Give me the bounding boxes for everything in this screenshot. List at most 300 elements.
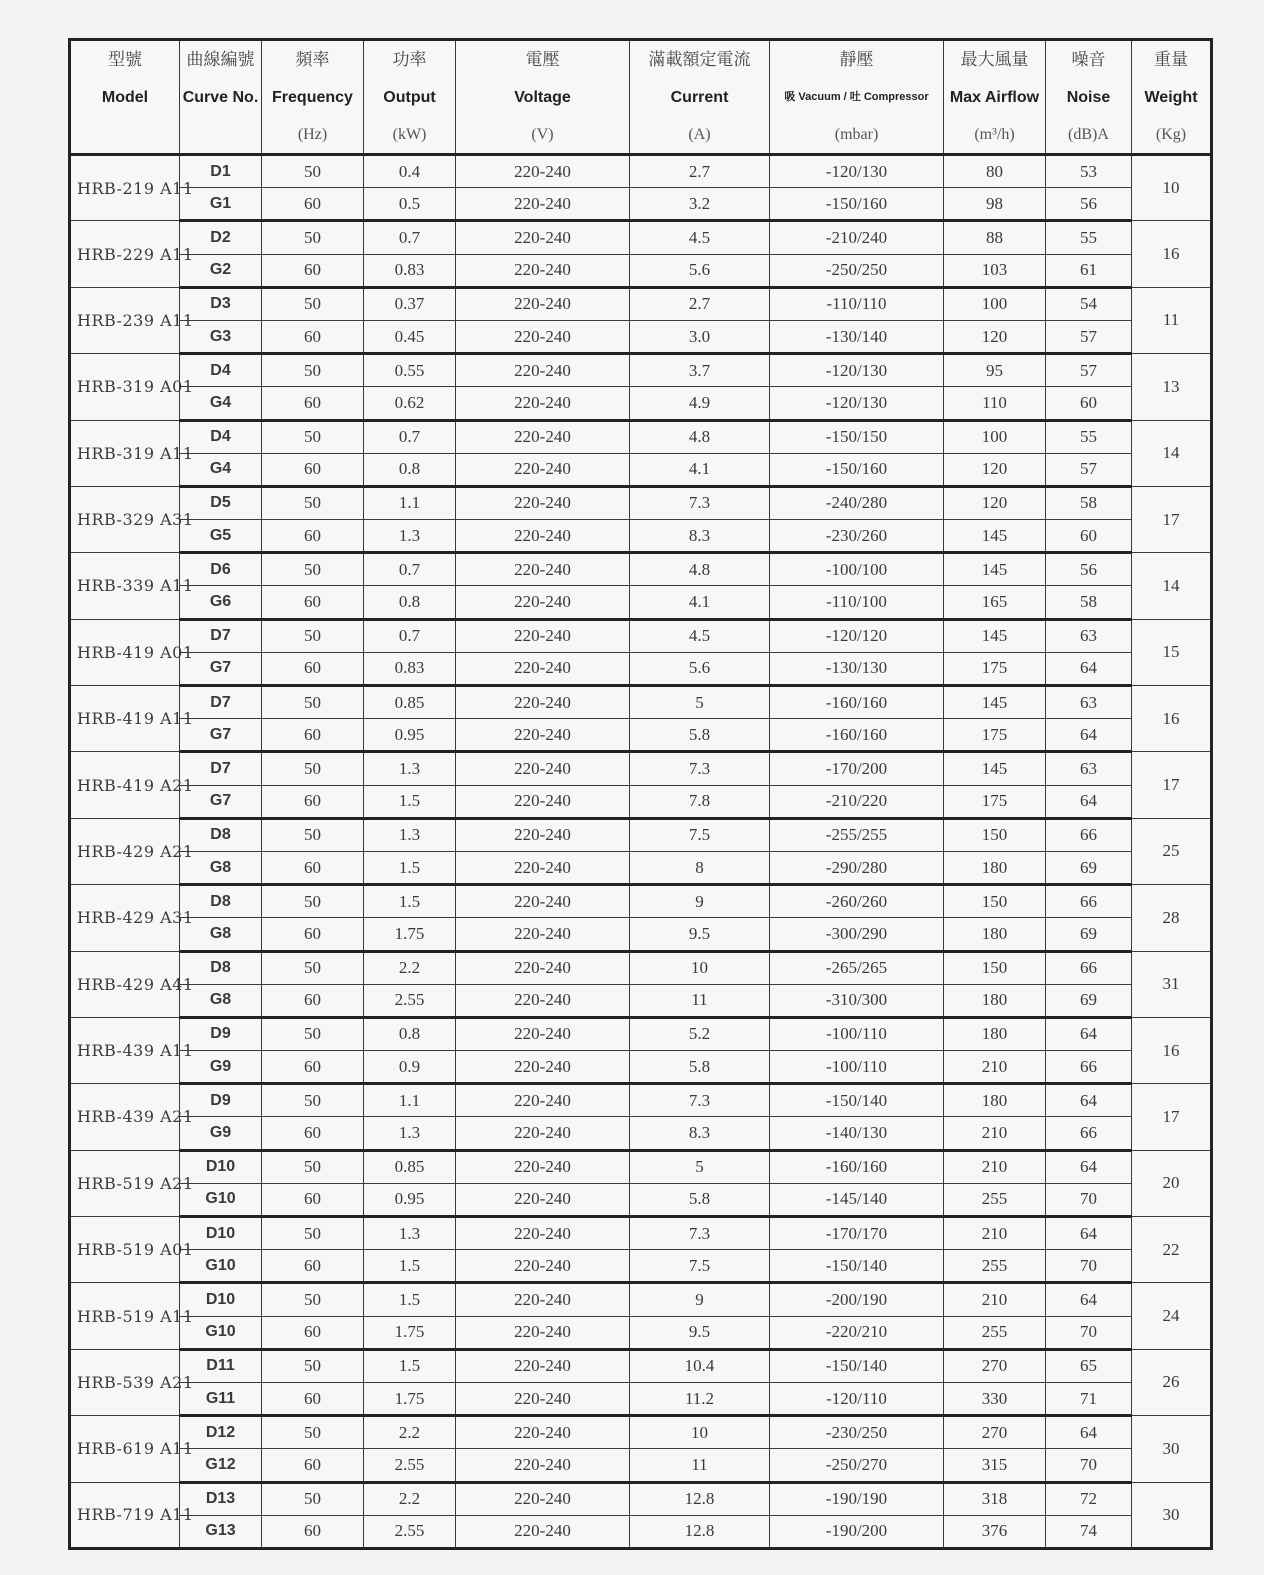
airflow-cell: 165 bbox=[944, 586, 1046, 619]
freq-cell: 60 bbox=[262, 1316, 364, 1349]
current-cell: 5.2 bbox=[630, 1017, 770, 1050]
curve-cell: G9 bbox=[180, 1117, 262, 1150]
noise-cell: 74 bbox=[1046, 1515, 1132, 1548]
freq-cell: 50 bbox=[262, 951, 364, 984]
voltage-cell: 220-240 bbox=[456, 1084, 630, 1117]
table-row bbox=[70, 984, 1212, 1017]
output-cell: 2.2 bbox=[364, 951, 456, 984]
current-cell: 3.2 bbox=[630, 188, 770, 221]
output-cell: 0.83 bbox=[364, 652, 456, 685]
current-cell: 7.8 bbox=[630, 785, 770, 818]
weight-cell: 24 bbox=[1132, 1283, 1212, 1349]
table-row bbox=[70, 254, 1212, 287]
model-cell: HRB-319 A11 bbox=[70, 420, 180, 486]
curve-cell: D4 bbox=[180, 420, 262, 453]
curve-cell: G10 bbox=[180, 1316, 262, 1349]
weight-cell: 11 bbox=[1132, 287, 1212, 353]
header-weight-zh: 重量 bbox=[1154, 49, 1188, 70]
curve-cell: D10 bbox=[180, 1217, 262, 1250]
freq-cell: 60 bbox=[262, 387, 364, 420]
header-frequency-zh: 頻率 bbox=[295, 49, 330, 70]
voltage-cell: 220-240 bbox=[456, 951, 630, 984]
noise-cell: 56 bbox=[1046, 188, 1132, 221]
table-row bbox=[70, 1283, 1212, 1316]
pressure-cell: -150/150 bbox=[770, 420, 944, 453]
table-row bbox=[70, 221, 1212, 254]
table-row bbox=[70, 553, 1212, 586]
header-frequency-unit: (Hz) bbox=[297, 125, 328, 143]
current-cell: 9.5 bbox=[630, 918, 770, 951]
current-cell: 9 bbox=[630, 1283, 770, 1316]
pressure-cell: -160/160 bbox=[770, 686, 944, 719]
table-row bbox=[70, 918, 1212, 951]
curve-cell: D7 bbox=[180, 686, 262, 719]
voltage-cell: 220-240 bbox=[456, 453, 630, 486]
table-row bbox=[70, 719, 1212, 752]
model-cell: HRB-219 A11 bbox=[70, 155, 180, 221]
output-cell: 1.5 bbox=[364, 1250, 456, 1283]
voltage-cell: 220-240 bbox=[456, 1017, 630, 1050]
voltage-cell: 220-240 bbox=[456, 984, 630, 1017]
pressure-cell: -110/100 bbox=[770, 586, 944, 619]
current-cell: 7.3 bbox=[630, 1084, 770, 1117]
freq-cell: 60 bbox=[262, 652, 364, 685]
freq-cell: 50 bbox=[262, 619, 364, 652]
freq-cell: 60 bbox=[262, 918, 364, 951]
airflow-cell: 210 bbox=[944, 1051, 1046, 1084]
output-cell: 1.3 bbox=[364, 1117, 456, 1150]
airflow-cell: 145 bbox=[944, 553, 1046, 586]
airflow-cell: 150 bbox=[944, 885, 1046, 918]
airflow-cell: 210 bbox=[944, 1217, 1046, 1250]
current-cell: 12.8 bbox=[630, 1515, 770, 1548]
model-cell: HRB-719 A11 bbox=[70, 1482, 180, 1548]
freq-cell: 60 bbox=[262, 320, 364, 353]
current-cell: 2.7 bbox=[630, 287, 770, 320]
freq-cell: 60 bbox=[262, 984, 364, 1017]
output-cell: 1.75 bbox=[364, 918, 456, 951]
pressure-cell: -150/160 bbox=[770, 453, 944, 486]
weight-cell: 20 bbox=[1132, 1150, 1212, 1216]
pressure-cell: -250/270 bbox=[770, 1449, 944, 1482]
noise-cell: 64 bbox=[1046, 785, 1132, 818]
noise-cell: 70 bbox=[1046, 1316, 1132, 1349]
table-row bbox=[70, 752, 1212, 785]
noise-cell: 72 bbox=[1046, 1482, 1132, 1515]
current-cell: 4.8 bbox=[630, 553, 770, 586]
output-cell: 0.8 bbox=[364, 1017, 456, 1050]
airflow-cell: 120 bbox=[944, 320, 1046, 353]
weight-cell: 25 bbox=[1132, 818, 1212, 884]
airflow-cell: 315 bbox=[944, 1449, 1046, 1482]
current-cell: 4.1 bbox=[630, 453, 770, 486]
output-cell: 1.5 bbox=[364, 851, 456, 884]
current-cell: 7.3 bbox=[630, 1217, 770, 1250]
weight-cell: 14 bbox=[1132, 420, 1212, 486]
curve-cell: G4 bbox=[180, 387, 262, 420]
table-row bbox=[70, 1017, 1212, 1050]
table-row bbox=[70, 1183, 1212, 1216]
table-row bbox=[70, 1117, 1212, 1150]
freq-cell: 60 bbox=[262, 1183, 364, 1216]
table-row bbox=[70, 486, 1212, 519]
freq-cell: 50 bbox=[262, 885, 364, 918]
output-cell: 0.5 bbox=[364, 188, 456, 221]
curve-cell: G3 bbox=[180, 320, 262, 353]
model-cell: HRB-539 A21 bbox=[70, 1349, 180, 1415]
model-cell: HRB-329 A31 bbox=[70, 486, 180, 552]
model-cell: HRB-439 A21 bbox=[70, 1084, 180, 1150]
current-cell: 4.5 bbox=[630, 221, 770, 254]
header-voltage bbox=[456, 40, 630, 155]
airflow-cell: 255 bbox=[944, 1183, 1046, 1216]
voltage-cell: 220-240 bbox=[456, 1449, 630, 1482]
noise-cell: 69 bbox=[1046, 984, 1132, 1017]
pressure-cell: -145/140 bbox=[770, 1183, 944, 1216]
table-body bbox=[70, 155, 1212, 1549]
curve-cell: D13 bbox=[180, 1482, 262, 1515]
voltage-cell: 220-240 bbox=[456, 1482, 630, 1515]
airflow-cell: 100 bbox=[944, 287, 1046, 320]
curve-cell: D2 bbox=[180, 221, 262, 254]
freq-cell: 50 bbox=[262, 155, 364, 188]
airflow-cell: 145 bbox=[944, 686, 1046, 719]
table-row bbox=[70, 619, 1212, 652]
noise-cell: 54 bbox=[1046, 287, 1132, 320]
airflow-cell: 330 bbox=[944, 1382, 1046, 1415]
noise-cell: 55 bbox=[1046, 221, 1132, 254]
voltage-cell: 220-240 bbox=[456, 520, 630, 553]
noise-cell: 57 bbox=[1046, 354, 1132, 387]
curve-cell: G10 bbox=[180, 1183, 262, 1216]
pressure-cell: -120/130 bbox=[770, 354, 944, 387]
curve-cell: D1 bbox=[180, 155, 262, 188]
model-cell: HRB-519 A21 bbox=[70, 1150, 180, 1216]
curve-cell: G13 bbox=[180, 1515, 262, 1548]
table-row bbox=[70, 1316, 1212, 1349]
noise-cell: 66 bbox=[1046, 1117, 1132, 1150]
spec-table bbox=[68, 38, 1213, 1550]
curve-cell: G7 bbox=[180, 652, 262, 685]
output-cell: 0.7 bbox=[364, 553, 456, 586]
airflow-cell: 175 bbox=[944, 785, 1046, 818]
airflow-cell: 376 bbox=[944, 1515, 1046, 1548]
output-cell: 0.83 bbox=[364, 254, 456, 287]
weight-cell: 13 bbox=[1132, 354, 1212, 420]
pressure-cell: -160/160 bbox=[770, 1150, 944, 1183]
curve-cell: D8 bbox=[180, 951, 262, 984]
freq-cell: 50 bbox=[262, 752, 364, 785]
output-cell: 1.3 bbox=[364, 520, 456, 553]
current-cell: 4.1 bbox=[630, 586, 770, 619]
airflow-cell: 120 bbox=[944, 453, 1046, 486]
freq-cell: 60 bbox=[262, 1449, 364, 1482]
pressure-cell: -210/220 bbox=[770, 785, 944, 818]
output-cell: 0.9 bbox=[364, 1051, 456, 1084]
freq-cell: 50 bbox=[262, 1217, 364, 1250]
curve-cell: G7 bbox=[180, 785, 262, 818]
voltage-cell: 220-240 bbox=[456, 1183, 630, 1216]
noise-cell: 63 bbox=[1046, 752, 1132, 785]
pressure-cell: -265/265 bbox=[770, 951, 944, 984]
freq-cell: 60 bbox=[262, 188, 364, 221]
output-cell: 0.85 bbox=[364, 686, 456, 719]
freq-cell: 50 bbox=[262, 420, 364, 453]
pressure-cell: -100/110 bbox=[770, 1017, 944, 1050]
model-cell: HRB-239 A11 bbox=[70, 287, 180, 353]
freq-cell: 50 bbox=[262, 553, 364, 586]
weight-cell: 26 bbox=[1132, 1349, 1212, 1415]
header-noise bbox=[1046, 40, 1132, 155]
table-row bbox=[70, 1515, 1212, 1548]
freq-cell: 50 bbox=[262, 486, 364, 519]
freq-cell: 50 bbox=[262, 1150, 364, 1183]
output-cell: 1.5 bbox=[364, 1283, 456, 1316]
weight-cell: 28 bbox=[1132, 885, 1212, 951]
noise-cell: 61 bbox=[1046, 254, 1132, 287]
output-cell: 0.55 bbox=[364, 354, 456, 387]
output-cell: 0.7 bbox=[364, 619, 456, 652]
airflow-cell: 210 bbox=[944, 1117, 1046, 1150]
freq-cell: 50 bbox=[262, 1349, 364, 1382]
output-cell: 0.95 bbox=[364, 719, 456, 752]
curve-cell: D5 bbox=[180, 486, 262, 519]
voltage-cell: 220-240 bbox=[456, 686, 630, 719]
current-cell: 11 bbox=[630, 984, 770, 1017]
noise-cell: 63 bbox=[1046, 619, 1132, 652]
noise-cell: 60 bbox=[1046, 520, 1132, 553]
pressure-cell: -110/110 bbox=[770, 287, 944, 320]
curve-cell: G8 bbox=[180, 984, 262, 1017]
weight-cell: 16 bbox=[1132, 1017, 1212, 1083]
current-cell: 11.2 bbox=[630, 1382, 770, 1415]
pressure-cell: -130/140 bbox=[770, 320, 944, 353]
noise-cell: 60 bbox=[1046, 387, 1132, 420]
freq-cell: 60 bbox=[262, 1117, 364, 1150]
output-cell: 2.2 bbox=[364, 1416, 456, 1449]
weight-cell: 30 bbox=[1132, 1416, 1212, 1482]
airflow-cell: 255 bbox=[944, 1250, 1046, 1283]
header-current-unit: (A) bbox=[688, 125, 711, 143]
output-cell: 1.3 bbox=[364, 1217, 456, 1250]
curve-cell: G7 bbox=[180, 719, 262, 752]
noise-cell: 64 bbox=[1046, 1416, 1132, 1449]
pressure-cell: -130/130 bbox=[770, 652, 944, 685]
pressure-cell: -240/280 bbox=[770, 486, 944, 519]
noise-cell: 64 bbox=[1046, 1150, 1132, 1183]
pressure-cell: -140/130 bbox=[770, 1117, 944, 1150]
model-cell: HRB-429 A21 bbox=[70, 818, 180, 884]
header-weight-unit: (Kg) bbox=[1155, 125, 1187, 143]
current-cell: 3.0 bbox=[630, 320, 770, 353]
pressure-cell: -230/250 bbox=[770, 1416, 944, 1449]
voltage-cell: 220-240 bbox=[456, 1117, 630, 1150]
voltage-cell: 220-240 bbox=[456, 719, 630, 752]
output-cell: 0.45 bbox=[364, 320, 456, 353]
airflow-cell: 110 bbox=[944, 387, 1046, 420]
current-cell: 8.3 bbox=[630, 520, 770, 553]
curve-cell: D3 bbox=[180, 287, 262, 320]
output-cell: 1.1 bbox=[364, 486, 456, 519]
airflow-cell: 210 bbox=[944, 1150, 1046, 1183]
voltage-cell: 220-240 bbox=[456, 320, 630, 353]
current-cell: 5 bbox=[630, 1150, 770, 1183]
table-row bbox=[70, 851, 1212, 884]
table-row bbox=[70, 1084, 1212, 1117]
table-row bbox=[70, 1349, 1212, 1382]
weight-cell: 22 bbox=[1132, 1217, 1212, 1283]
freq-cell: 60 bbox=[262, 1250, 364, 1283]
curve-cell: D10 bbox=[180, 1150, 262, 1183]
output-cell: 1.5 bbox=[364, 885, 456, 918]
header-static-pressure-unit: (mbar) bbox=[834, 125, 879, 143]
freq-cell: 60 bbox=[262, 719, 364, 752]
output-cell: 1.5 bbox=[364, 785, 456, 818]
current-cell: 4.5 bbox=[630, 619, 770, 652]
freq-cell: 60 bbox=[262, 453, 364, 486]
pressure-cell: -260/260 bbox=[770, 885, 944, 918]
header-weight bbox=[1132, 40, 1212, 155]
output-cell: 2.55 bbox=[364, 1449, 456, 1482]
current-cell: 11 bbox=[630, 1449, 770, 1482]
header-voltage-unit: (V) bbox=[531, 125, 554, 143]
pressure-cell: -200/190 bbox=[770, 1283, 944, 1316]
header-noise-unit: (dB)A bbox=[1068, 125, 1109, 143]
voltage-cell: 220-240 bbox=[456, 818, 630, 851]
noise-cell: 69 bbox=[1046, 918, 1132, 951]
freq-cell: 60 bbox=[262, 520, 364, 553]
voltage-cell: 220-240 bbox=[456, 1283, 630, 1316]
airflow-cell: 150 bbox=[944, 818, 1046, 851]
airflow-cell: 103 bbox=[944, 254, 1046, 287]
voltage-cell: 220-240 bbox=[456, 188, 630, 221]
pressure-cell: -100/100 bbox=[770, 553, 944, 586]
table-row bbox=[70, 652, 1212, 685]
model-cell: HRB-319 A01 bbox=[70, 354, 180, 420]
curve-cell: D6 bbox=[180, 553, 262, 586]
table-row bbox=[70, 1250, 1212, 1283]
current-cell: 5.6 bbox=[630, 254, 770, 287]
model-cell: HRB-619 A11 bbox=[70, 1416, 180, 1482]
table-row bbox=[70, 188, 1212, 221]
noise-cell: 57 bbox=[1046, 453, 1132, 486]
table-row bbox=[70, 453, 1212, 486]
freq-cell: 50 bbox=[262, 221, 364, 254]
table-row bbox=[70, 1416, 1212, 1449]
current-cell: 5.8 bbox=[630, 1183, 770, 1216]
curve-cell: D8 bbox=[180, 818, 262, 851]
voltage-cell: 220-240 bbox=[456, 254, 630, 287]
current-cell: 9.5 bbox=[630, 1316, 770, 1349]
curve-cell: G8 bbox=[180, 851, 262, 884]
header-model bbox=[70, 40, 180, 155]
freq-cell: 50 bbox=[262, 1017, 364, 1050]
table-row bbox=[70, 686, 1212, 719]
voltage-cell: 220-240 bbox=[456, 553, 630, 586]
weight-cell: 17 bbox=[1132, 1084, 1212, 1150]
weight-cell: 30 bbox=[1132, 1482, 1212, 1548]
model-cell: HRB-419 A01 bbox=[70, 619, 180, 685]
voltage-cell: 220-240 bbox=[456, 752, 630, 785]
freq-cell: 50 bbox=[262, 354, 364, 387]
freq-cell: 50 bbox=[262, 686, 364, 719]
freq-cell: 50 bbox=[262, 1283, 364, 1316]
voltage-cell: 220-240 bbox=[456, 221, 630, 254]
weight-cell: 14 bbox=[1132, 553, 1212, 619]
airflow-cell: 180 bbox=[944, 851, 1046, 884]
output-cell: 0.95 bbox=[364, 1183, 456, 1216]
output-cell: 1.3 bbox=[364, 818, 456, 851]
output-cell: 2.55 bbox=[364, 1515, 456, 1548]
voltage-cell: 220-240 bbox=[456, 918, 630, 951]
model-cell: HRB-339 A11 bbox=[70, 553, 180, 619]
curve-cell: G8 bbox=[180, 918, 262, 951]
curve-cell: D10 bbox=[180, 1283, 262, 1316]
freq-cell: 60 bbox=[262, 1382, 364, 1415]
voltage-cell: 220-240 bbox=[456, 287, 630, 320]
model-cell: HRB-439 A11 bbox=[70, 1017, 180, 1083]
pressure-cell: -120/130 bbox=[770, 155, 944, 188]
current-cell: 7.5 bbox=[630, 818, 770, 851]
table-row bbox=[70, 1217, 1212, 1250]
voltage-cell: 220-240 bbox=[456, 1217, 630, 1250]
airflow-cell: 318 bbox=[944, 1482, 1046, 1515]
voltage-cell: 220-240 bbox=[456, 1316, 630, 1349]
freq-cell: 60 bbox=[262, 1515, 364, 1548]
table-row bbox=[70, 885, 1212, 918]
header-row bbox=[70, 40, 1212, 155]
weight-cell: 10 bbox=[1132, 155, 1212, 221]
noise-cell: 57 bbox=[1046, 320, 1132, 353]
header-curve-no-en: Curve No. bbox=[182, 88, 259, 106]
voltage-cell: 220-240 bbox=[456, 586, 630, 619]
voltage-cell: 220-240 bbox=[456, 354, 630, 387]
voltage-cell: 220-240 bbox=[456, 1150, 630, 1183]
pressure-cell: -150/140 bbox=[770, 1084, 944, 1117]
header-current-en: Current bbox=[670, 88, 729, 106]
table-row bbox=[70, 387, 1212, 420]
current-cell: 2.7 bbox=[630, 155, 770, 188]
airflow-cell: 270 bbox=[944, 1416, 1046, 1449]
noise-cell: 70 bbox=[1046, 1449, 1132, 1482]
voltage-cell: 220-240 bbox=[456, 387, 630, 420]
output-cell: 0.37 bbox=[364, 287, 456, 320]
header-static-pressure bbox=[770, 40, 944, 155]
airflow-cell: 95 bbox=[944, 354, 1046, 387]
airflow-cell: 145 bbox=[944, 619, 1046, 652]
curve-cell: D11 bbox=[180, 1349, 262, 1382]
header-current-zh: 滿載額定電流 bbox=[648, 49, 751, 70]
airflow-cell: 150 bbox=[944, 951, 1046, 984]
noise-cell: 63 bbox=[1046, 686, 1132, 719]
current-cell: 9 bbox=[630, 885, 770, 918]
header-curve-no bbox=[180, 40, 262, 155]
pressure-cell: -150/140 bbox=[770, 1349, 944, 1382]
output-cell: 1.1 bbox=[364, 1084, 456, 1117]
pressure-cell: -250/250 bbox=[770, 254, 944, 287]
current-cell: 7.3 bbox=[630, 752, 770, 785]
model-cell: HRB-419 A11 bbox=[70, 686, 180, 752]
pressure-cell: -170/200 bbox=[770, 752, 944, 785]
pressure-cell: -160/160 bbox=[770, 719, 944, 752]
freq-cell: 60 bbox=[262, 586, 364, 619]
current-cell: 8 bbox=[630, 851, 770, 884]
current-cell: 8.3 bbox=[630, 1117, 770, 1150]
noise-cell: 65 bbox=[1046, 1349, 1132, 1382]
noise-cell: 64 bbox=[1046, 1283, 1132, 1316]
table-row bbox=[70, 1051, 1212, 1084]
header-max-airflow-en: Max Airflow bbox=[949, 88, 1040, 106]
